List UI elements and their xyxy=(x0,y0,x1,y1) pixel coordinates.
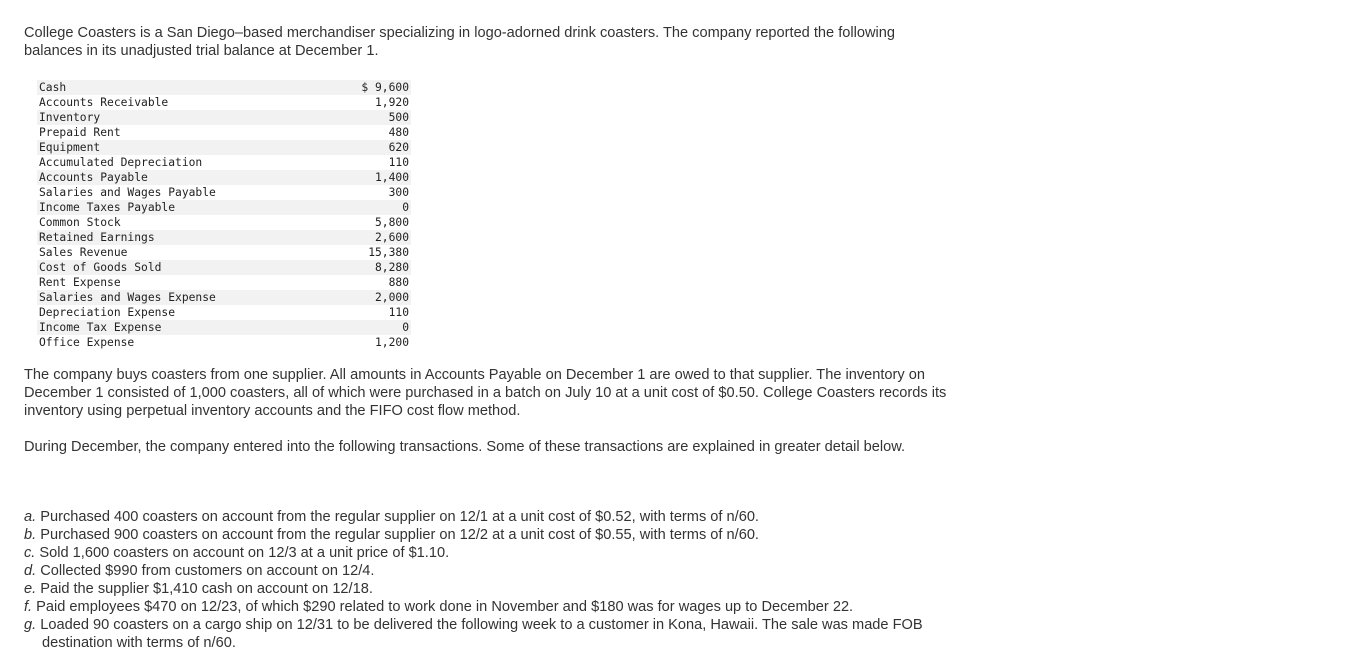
trial-balance-row xyxy=(37,260,411,275)
account-amount: 15,380 xyxy=(368,246,409,259)
account-name: Accumulated Depreciation xyxy=(39,156,203,169)
trial-balance-row xyxy=(37,275,411,290)
account-amount: 1,400 xyxy=(374,171,409,184)
trial-balance-row xyxy=(37,185,411,200)
account-name: Income Tax Expense xyxy=(39,321,162,334)
account-name: Sales Revenue xyxy=(39,246,128,259)
transaction-letter: a. xyxy=(24,509,37,525)
account-name: Cost of Goods Sold xyxy=(39,261,162,274)
account-amount: 2,000 xyxy=(374,291,409,304)
trial-balance-row xyxy=(37,95,411,110)
trial-balance-row xyxy=(37,320,411,335)
account-name: Salaries and Wages Expense xyxy=(39,291,216,304)
trial-balance-row xyxy=(37,155,411,170)
transaction-text: Paid employees $470 on 12/23, of which $290 related to work done in November and $180 was for wages up to December 22. xyxy=(36,599,854,615)
account-name: Retained Earnings xyxy=(39,231,155,244)
transaction-letter: b. xyxy=(24,527,37,543)
supplier-paragraph: The company buys coasters from one supplier. All amounts in Accounts Payable on December 1 are owed to that supplier. The inventory on December 1 consisted of 1,000 coasters, all of which were purchased in a batch on July 10 at a unit cost of $0.50. College Coasters records its inventory using perpetual inventory accounts and the FIFO cost flow method. xyxy=(24,367,947,419)
trial-balance-row xyxy=(37,245,411,260)
transaction-letter: g. xyxy=(24,617,37,633)
account-amount: 0 xyxy=(402,321,409,334)
account-name: Office Expense xyxy=(39,336,135,349)
account-amount: 8,280 xyxy=(374,261,409,274)
transaction-item xyxy=(24,562,964,580)
account-amount: 880 xyxy=(388,276,409,289)
account-amount: 110 xyxy=(388,156,409,169)
account-name: Salaries and Wages Payable xyxy=(39,186,216,199)
transaction-text: Paid the supplier $1,410 cash on account on 12/18. xyxy=(40,581,373,597)
account-amount: 1,920 xyxy=(374,96,409,109)
transaction-item xyxy=(24,544,964,562)
transaction-text: Loaded 90 coasters on a cargo ship on 12/31 to be delivered the following week to a customer in Kona, Hawaii. The sale was made FOB destination with terms of n/60. xyxy=(40,617,923,651)
account-amount: 620 xyxy=(388,141,409,154)
transaction-item xyxy=(24,598,964,616)
account-amount: $ 9,600 xyxy=(361,81,409,94)
transaction-item xyxy=(24,616,964,652)
account-amount: 1,200 xyxy=(374,336,409,349)
trial-balance-row xyxy=(37,200,411,215)
account-amount: 480 xyxy=(388,126,409,139)
account-name: Common Stock xyxy=(39,216,121,229)
trial-balance-row xyxy=(37,305,411,320)
account-amount: 0 xyxy=(402,201,409,214)
account-name: Rent Expense xyxy=(39,276,121,289)
trial-balance-row xyxy=(37,125,411,140)
transaction-item xyxy=(24,508,964,526)
account-name: Accounts Receivable xyxy=(39,96,169,109)
account-name: Depreciation Expense xyxy=(39,306,176,319)
transaction-letter: c. xyxy=(24,545,36,561)
trial-balance-row xyxy=(37,230,411,245)
transaction-item xyxy=(24,580,964,598)
account-name: Accounts Payable xyxy=(39,171,148,184)
trial-balance-table xyxy=(37,80,411,350)
trial-balance-row xyxy=(37,215,411,230)
transaction-text: Purchased 400 coasters on account from the regular supplier on 12/1 at a unit cost of $0.52, with terms of n/60. xyxy=(40,509,759,525)
account-amount: 300 xyxy=(388,186,409,199)
intro-paragraph: College Coasters is a San Diego–based merchandiser specializing in logo-adorned drink coasters. The company reported the following balances in its unadjusted trial balance at December 1. xyxy=(24,25,895,59)
account-amount: 2,600 xyxy=(374,231,409,244)
trial-balance-row xyxy=(37,290,411,305)
transaction-text: Collected $990 from customers on account on 12/4. xyxy=(40,563,375,579)
account-name: Income Taxes Payable xyxy=(39,201,176,214)
account-amount: 110 xyxy=(388,306,409,319)
december-paragraph: During December, the company entered into the following transactions. Some of these transactions are explained in greater detail below. xyxy=(24,439,905,455)
account-name: Cash xyxy=(39,81,67,94)
account-name: Prepaid Rent xyxy=(39,126,121,139)
transaction-letter: f. xyxy=(24,599,33,615)
transaction-letter: e. xyxy=(24,581,37,597)
transaction-item xyxy=(24,526,964,544)
trial-balance-row xyxy=(37,80,411,95)
trial-balance-row xyxy=(37,170,411,185)
transaction-letter: d. xyxy=(24,563,37,579)
transaction-text: Sold 1,600 coasters on account on 12/3 at a unit price of $1.10. xyxy=(39,545,450,561)
trial-balance-row xyxy=(37,110,411,125)
account-amount: 5,800 xyxy=(374,216,409,229)
transaction-text: Purchased 900 coasters on account from the regular supplier on 12/2 at a unit cost of $0.55, with terms of n/60. xyxy=(40,527,759,543)
transaction-list xyxy=(24,508,964,652)
account-name: Inventory xyxy=(39,111,101,124)
account-amount: 500 xyxy=(388,111,409,124)
account-name: Equipment xyxy=(39,141,101,154)
trial-balance-row xyxy=(37,335,411,350)
trial-balance-row xyxy=(37,140,411,155)
